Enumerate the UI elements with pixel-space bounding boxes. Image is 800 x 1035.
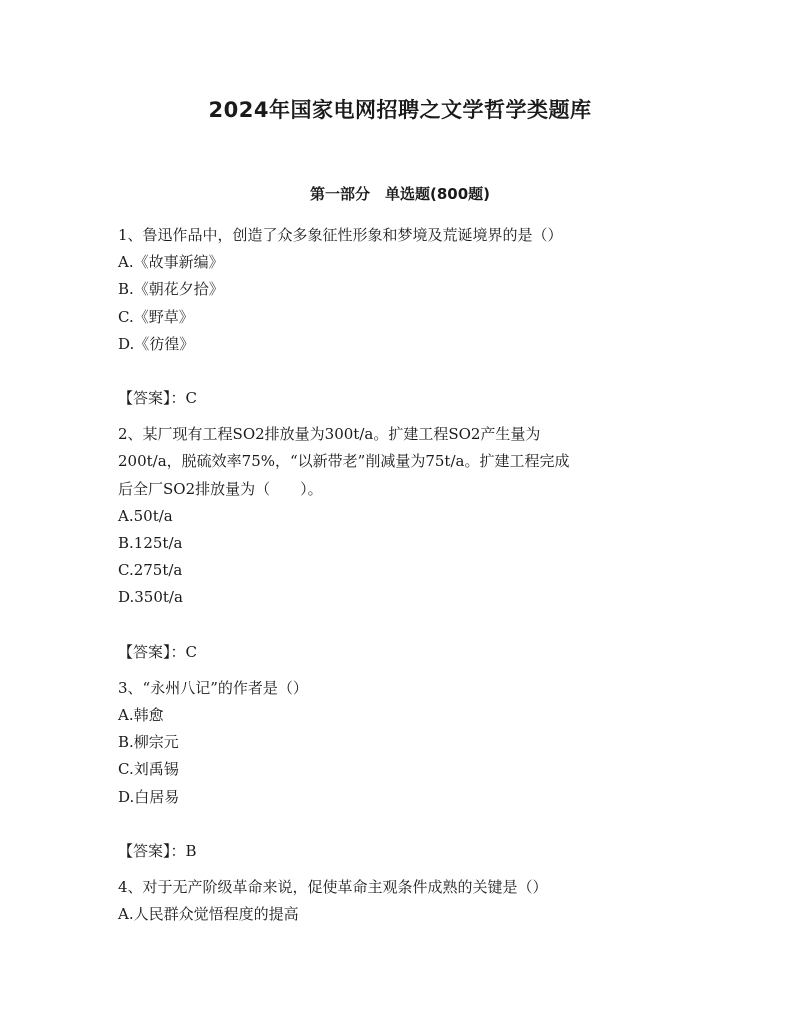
question-stem-line-3: 后全厂SO2排放量为（ ）。 (118, 479, 323, 498)
question-stem: 4、对于无产阶级革命来说，促使革命主观条件成熟的关键是（） (118, 878, 548, 897)
question-stem: 1、鲁迅作品中，创造了众多象征性形象和梦境及荒诞境界的是（） (118, 226, 563, 244)
answer-line: 【答案】：C (118, 642, 197, 661)
option-a: A.人民群众觉悟程度的提高 (118, 905, 299, 924)
question-1 (118, 222, 698, 412)
option-c: C.刘禹锡 (118, 760, 179, 779)
option-b: B.125t/a (118, 534, 183, 553)
section-heading: 第一部分 单选题(800题) (309, 185, 491, 203)
option-d: D.白居易 (118, 787, 180, 806)
question-2 (118, 421, 698, 666)
option-b: B.《朝花夕拾》 (118, 280, 224, 299)
question-list (118, 222, 698, 928)
option-c: C.275t/a (118, 561, 183, 580)
option-a: A.《故事新编》 (118, 253, 224, 272)
document-title: 2024年国家电网招聘之文学哲学类题库 (208, 98, 592, 122)
answer-line: 【答案】：B (118, 841, 197, 860)
question-stem-line-1: 2、某厂现有工程SO2排放量为300t/a。扩建工程SO2产生量为 (118, 425, 541, 444)
question-stem: 3、“永州八记”的作者是（） (118, 678, 308, 697)
question-4 (118, 874, 698, 928)
option-d: D.《彷徨》 (118, 334, 195, 353)
option-d: D.350t/a (118, 588, 183, 607)
option-a: A.50t/a (118, 506, 173, 525)
option-c: C.《野草》 (118, 307, 194, 326)
option-a: A.韩愈 (118, 706, 164, 725)
answer-line: 【答案】：C (118, 389, 197, 408)
option-b: B.柳宗元 (118, 733, 179, 752)
question-stem-line-2: 200t/a，脱硫效率75%，“以新带老”削减量为75t/a。扩建工程完成 (118, 452, 570, 471)
question-3 (118, 675, 698, 865)
